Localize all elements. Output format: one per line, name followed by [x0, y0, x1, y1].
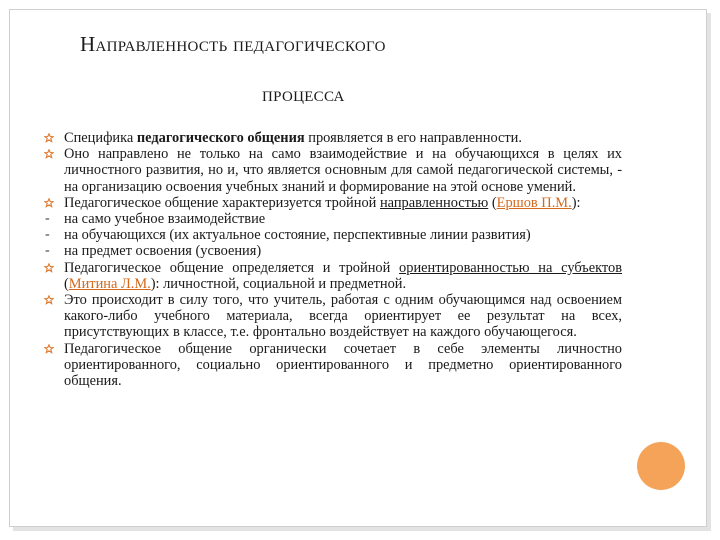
- bullet-list: [44, 130, 622, 389]
- list-item: [44, 243, 622, 259]
- item-text: Оно направлено не только на само взаимодействие и на обучающихся в целях их личностного развития, но и, что является основным для самой педагогической системы, - на организацию освоения учебных знаний и формирование на этой основе умений.: [64, 146, 622, 195]
- bullet-icon: [44, 133, 54, 143]
- dash-marker: -: [45, 227, 50, 243]
- item-text: на предмет освоения (усвоения): [64, 243, 262, 260]
- author-link-ershov[interactable]: Ершов П.М.: [496, 194, 572, 211]
- list-item: [44, 130, 622, 146]
- bullet-icon: [44, 263, 54, 273]
- item-text: на само учебное взаимодействие: [64, 211, 266, 228]
- dash-marker: -: [45, 243, 50, 259]
- item-text: Специфика педагогического общения проявляется в его направленности.: [64, 130, 522, 146]
- title-line-2: процесса: [262, 82, 345, 106]
- bullet-icon: [44, 344, 54, 354]
- item-text: Педагогическое общение органически сочетает в себе элементы личностно ориентированного, социально ориентированного и предметно ориентированного общения.: [64, 340, 622, 390]
- item-text: Педагогическое общение характеризуется тройной направленностью (Ершов П.М.):: [64, 194, 581, 211]
- list-item: [44, 211, 622, 227]
- author-link-mitina[interactable]: Митина Л.М.: [68, 275, 151, 292]
- item-text: на обучающихся (их актуальное состояние, перспективные линии развития): [64, 227, 531, 244]
- list-item: [44, 227, 622, 243]
- list-item: [44, 260, 622, 292]
- bold-term: педагогического общения: [136, 130, 305, 146]
- bullet-icon: [44, 149, 54, 159]
- item-text: Это происходит в силу того, что учитель, работая с одним обучающимся над освоением какого-либо учебного материала, всегда ориентирует ее результат на всех, присутствующих в классе, т.е. фронтально воздействует на каждого обучающегося.: [64, 292, 622, 341]
- item-text: Педагогическое общение определяется и тройной ориентированностью на субъектов (Митина Л.М.): личностной, социальной и предметной.: [64, 259, 623, 292]
- bullet-icon: [44, 295, 54, 305]
- bullet-icon: [44, 198, 54, 208]
- list-item: [44, 341, 622, 390]
- list-item: [44, 292, 622, 341]
- list-item: [44, 146, 622, 195]
- dash-marker: -: [45, 211, 50, 227]
- decorative-circle: [637, 442, 685, 490]
- title-line-1: Направленность педагогического: [80, 32, 386, 56]
- list-item: [44, 195, 622, 211]
